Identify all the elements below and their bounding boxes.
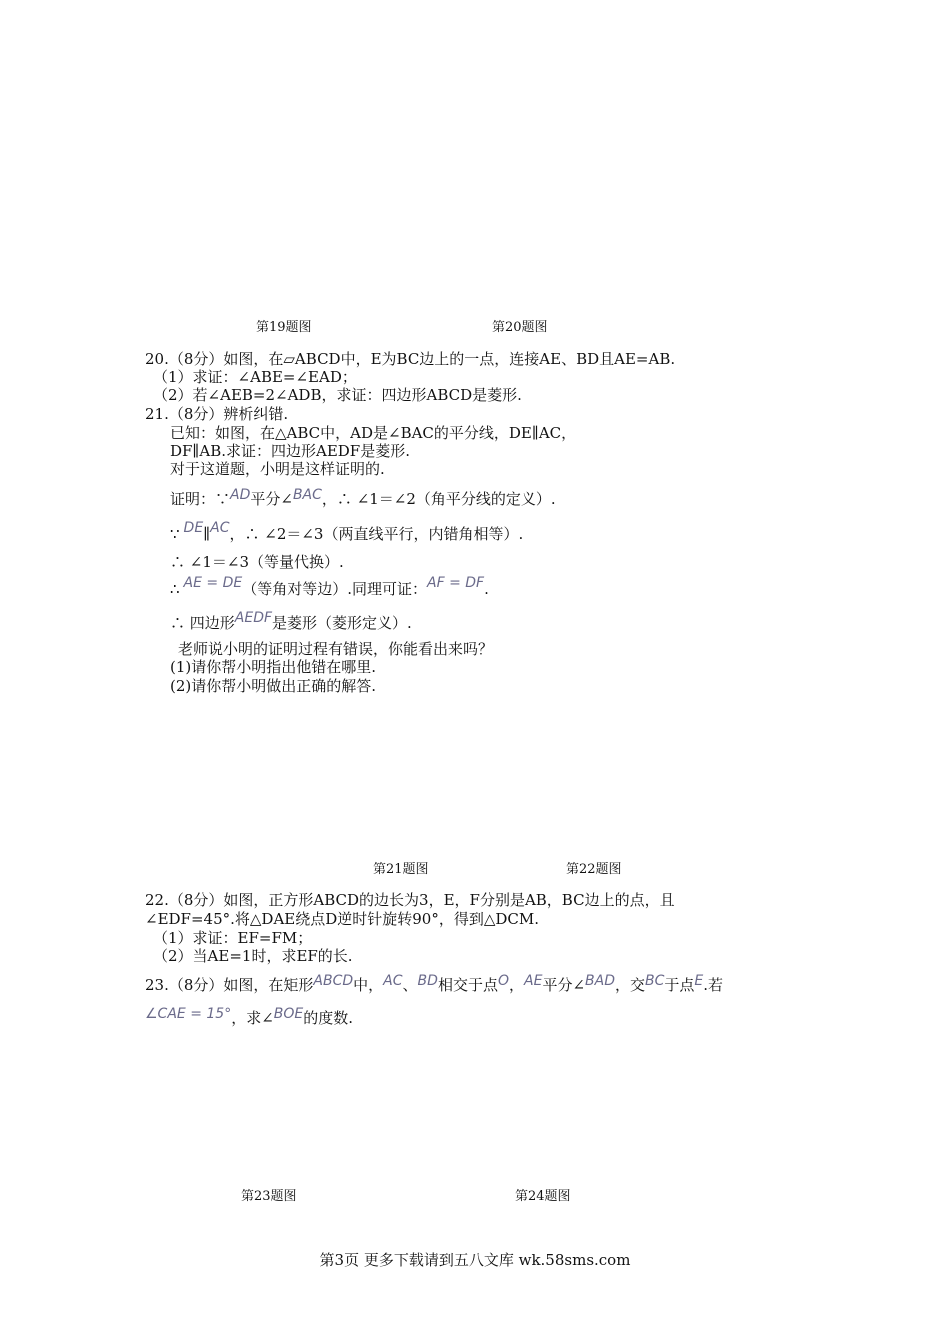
q23-text-a: 23.（8分）如图，在矩形 <box>145 976 314 994</box>
q21-step4 <box>170 575 489 600</box>
q21-teacher-remark: 老师说小明的证明过程有错误，你能看出来吗？ <box>178 640 494 658</box>
q21-given-line2: DF∥AB.求证：四边形AEDF是菱形. <box>170 442 410 460</box>
step4-text-c: . <box>484 580 489 598</box>
formula-ac: AC <box>383 973 403 989</box>
q21-step2 <box>170 520 524 545</box>
parallel-symbol: ∥ <box>203 525 211 543</box>
q21-part1: (1)请你帮小明指出他错在哪里. <box>170 658 377 676</box>
step1-text-b: 平分∠ <box>250 490 293 508</box>
step4-text-a: ∴ <box>170 580 180 598</box>
formula-ae-de: AE = DE <box>183 575 243 591</box>
q22-part2: （2）当AE=1时，求EF的长. <box>153 947 353 965</box>
q23-text-i: .若 <box>703 976 724 994</box>
formula-e: E <box>694 973 704 989</box>
formula-bd: BD <box>417 973 438 989</box>
figure-24-caption: 第24题图 <box>515 1189 571 1204</box>
q23-text-k: 的度数. <box>303 1009 354 1027</box>
q21-step3: ∴ ∠1＝∠3（等量代换）. <box>170 553 344 571</box>
q21-step1 <box>170 487 556 510</box>
q20-stem: 20.（8分）如图，在▱ABCD中，E为BC边上的一点，连接AE、BD且AE=AB. <box>145 350 676 368</box>
figure-19-caption: 第19题图 <box>256 320 312 335</box>
step4-text-b: （等角对等边）.同理可证： <box>242 580 428 598</box>
formula-de: DE <box>183 520 204 536</box>
figure-20-caption: 第20题图 <box>492 320 548 335</box>
step2-text-a: ∵ <box>170 525 180 543</box>
step5-text-a: ∴ 四边形 <box>170 614 235 632</box>
formula-boe: BOE <box>273 1006 304 1022</box>
formula-ae: AE <box>524 973 543 989</box>
q23-text-e: ， <box>508 976 524 994</box>
q23-text-j: ，求∠ <box>231 1009 274 1027</box>
formula-cae: ∠CAE = 15° <box>145 1006 232 1022</box>
figure-21-caption: 第21题图 <box>373 862 429 877</box>
formula-ad: AD <box>230 487 251 503</box>
formula-ac: AC <box>210 520 230 536</box>
q21-step5 <box>170 610 412 634</box>
figure-23-caption: 第23题图 <box>241 1189 297 1204</box>
q21-given-line1: 已知：如图，在△ABC中，AD是∠BAC的平分线，DE∥AC， <box>170 424 577 442</box>
q22-stem-line2: ∠EDF=45°.将△DAE绕点D逆时针旋转90°，得到△DCM. <box>145 910 540 928</box>
q21-stem: 21.（8分）辨析纠错. <box>145 405 289 423</box>
step1-text-c: ，∴ ∠1＝∠2（角平分线的定义）. <box>321 490 556 508</box>
q22-part1: （1）求证：EF=FM； <box>153 929 313 947</box>
q21-part2: (2)请你帮小明做出正确的解答. <box>170 677 377 695</box>
step1-text-a: 证明：∵ <box>170 490 231 508</box>
q20-part1: （1）求证：∠ABE=∠EAD； <box>153 368 357 386</box>
formula-bac: BAC <box>292 487 322 503</box>
q23-text-h: 于点 <box>664 976 695 994</box>
q23-line1 <box>145 973 724 996</box>
q23-text-b: 中， <box>353 976 384 994</box>
q23-text-d: 相交于点 <box>437 976 498 994</box>
formula-af-df: AF = DF <box>427 575 485 591</box>
formula-o: O <box>497 973 509 989</box>
q23-line2 <box>145 1006 354 1029</box>
formula-abcd: ABCD <box>313 973 354 989</box>
formula-aedf: AEDF <box>234 610 273 626</box>
formula-bad: BAD <box>585 973 615 989</box>
q23-text-f: 平分∠ <box>542 976 586 994</box>
q23-text-c: 、 <box>402 976 418 994</box>
q20-part2: （2）若∠AEB=2∠ADB，求证：四边形ABCD是菱形. <box>153 386 522 404</box>
page-footer: 第3页 更多下载请到五八文库 wk.58sms.com <box>319 1251 631 1269</box>
q22-stem-line1: 22.（8分）如图，正方形ABCD的边长为3，E，F分别是AB，BC边上的点，且 <box>145 891 675 909</box>
figure-22-caption: 第22题图 <box>566 862 622 877</box>
step2-text-b: ，∴ ∠2＝∠3（两直线平行，内错角相等）. <box>229 525 524 543</box>
q23-text-g: ，交 <box>614 976 645 994</box>
formula-bc: BC <box>645 973 665 989</box>
step5-text-b: 是菱形（菱形定义）. <box>272 614 412 632</box>
q21-intro: 对于这道题，小明是这样证明的. <box>170 460 385 478</box>
